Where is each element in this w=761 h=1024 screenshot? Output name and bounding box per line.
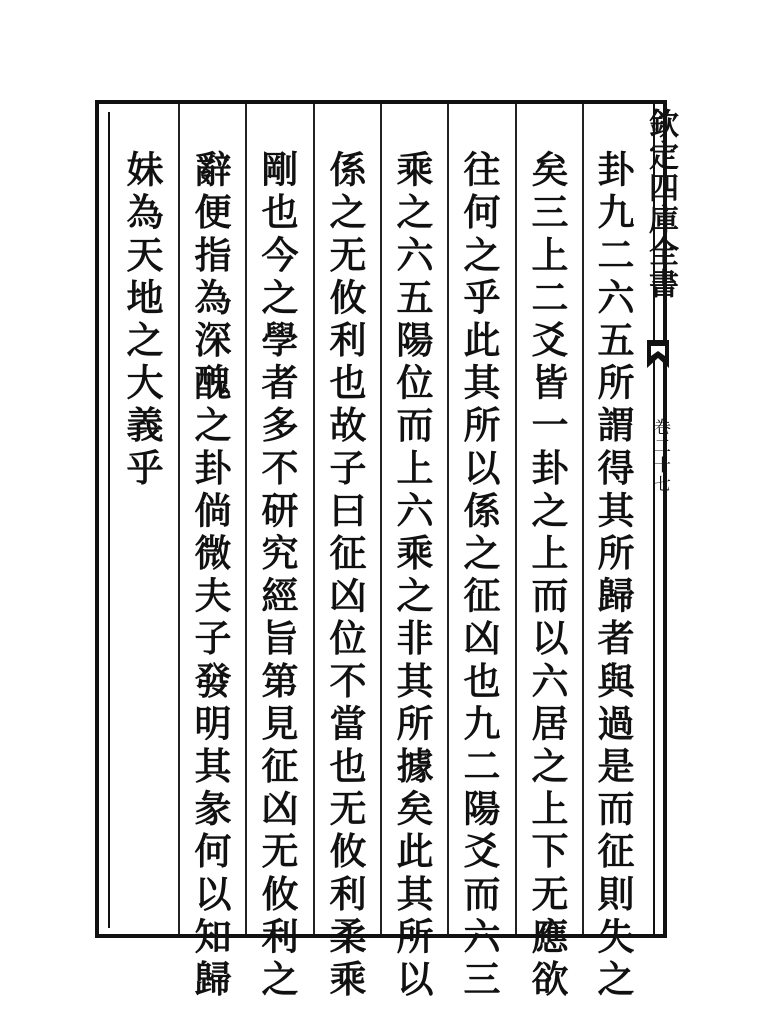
column-rule xyxy=(582,104,584,934)
text-column-1: 卦九二六五所謂得其所歸者與過是而征則失之 xyxy=(591,150,635,1002)
text-column-4: 乘之六五陽位而上六乘之非其所據矣此其所以 xyxy=(390,150,434,1002)
text-column-3: 往何之乎此其所以係之征凶也九二陽爻而六三 xyxy=(457,150,501,1002)
text-column-7: 辭便指為深醜之卦倘微夫子發明其彖何以知歸 xyxy=(188,150,232,1002)
column-rule xyxy=(178,104,180,934)
column-rule xyxy=(380,104,382,934)
text-column-8: 妹為天地之大義乎 xyxy=(120,150,164,491)
inner-border-left xyxy=(108,112,110,928)
text-column-5: 係之无攸利也故子曰征凶位不當也无攸利柔乘 xyxy=(323,150,367,1002)
column-rule xyxy=(447,104,449,934)
fish-tail-mark xyxy=(645,338,671,372)
column-rule xyxy=(245,104,247,934)
text-column-2: 矣三上二爻皆一卦之上而以六居之上下无應欲 xyxy=(525,150,569,1002)
text-column-6: 剛也今之學者多不研究經旨第見征凶无攸利之 xyxy=(255,150,299,1002)
column-rule xyxy=(313,104,315,934)
book-title: 欽定四庫全書 xyxy=(643,108,678,300)
volume-number: 卷二十七 xyxy=(650,418,670,494)
column-rule xyxy=(515,104,517,934)
